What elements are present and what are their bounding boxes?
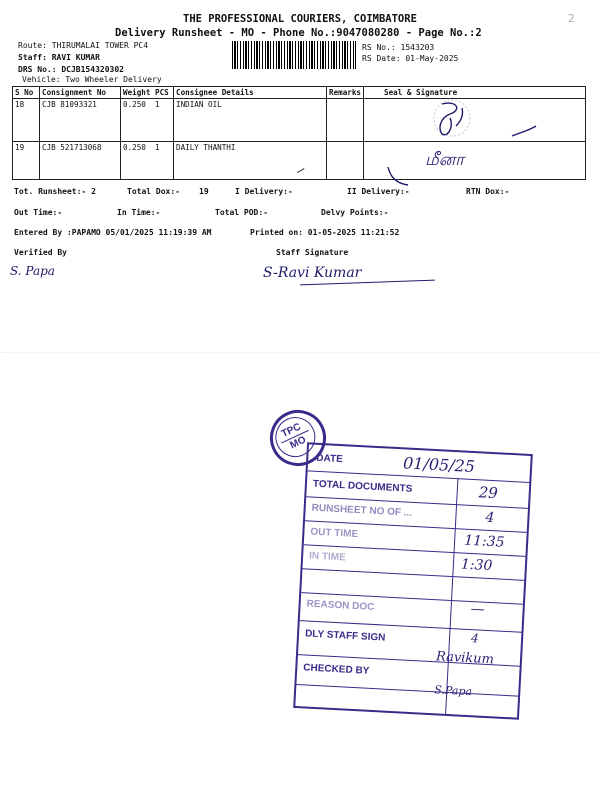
printed-on: Printed on: 01-05-2025 11:21:52 bbox=[250, 228, 400, 237]
rs-no: RS No.: 1543203 bbox=[362, 43, 435, 52]
stamp-reason-label: REASON DOC bbox=[306, 598, 375, 614]
total-dox-value: 19 bbox=[199, 187, 209, 196]
stamp-runsheet-value: 4 bbox=[484, 509, 495, 527]
col-sno: S No bbox=[13, 87, 40, 99]
col-weight: Weight bbox=[121, 87, 154, 99]
company-title: THE PROFESSIONAL COURIERS, COIMBATORE bbox=[183, 13, 417, 25]
delivery-box-stamp bbox=[293, 442, 533, 719]
vehicle-line: Vehicle: Two Wheeler Delivery bbox=[22, 75, 162, 84]
stamp-date-label: DATE bbox=[316, 452, 344, 466]
barcode bbox=[232, 41, 356, 69]
total-dox-label: Total Dox:- bbox=[127, 187, 180, 196]
table-row bbox=[13, 142, 586, 180]
row-consignee: DAILY THANTHI bbox=[174, 142, 327, 180]
row-pcs: 1 bbox=[153, 142, 174, 180]
page-divider bbox=[0, 352, 600, 353]
row-sno: 19 bbox=[13, 142, 40, 180]
staff-signature: S-Ravi Kumar bbox=[263, 265, 362, 281]
stamp-in-time-label: IN TIME bbox=[308, 550, 347, 564]
stamp-total-docs-label: TOTAL DOCUMENTS bbox=[312, 478, 413, 495]
row-consignee: INDIAN OIL bbox=[174, 99, 327, 142]
row-remarks bbox=[327, 99, 364, 142]
delvy-points: Delvy Points:- bbox=[321, 208, 389, 217]
row-sno: 18 bbox=[13, 99, 40, 142]
staff-signature-label: Staff Signature bbox=[276, 248, 349, 257]
stamp-out-time-label: OUT TIME bbox=[310, 526, 359, 541]
stamp-reason-value: — bbox=[470, 601, 486, 618]
col-consignee: Consignee Details bbox=[174, 87, 327, 99]
stamp-dly-staff-value: 4 bbox=[470, 631, 480, 646]
stamp-dly-staff-label: DLY STAFF SIGN bbox=[304, 628, 386, 644]
ii-delivery: II Delivery:- bbox=[347, 187, 410, 196]
row-weight: 0.250 bbox=[121, 99, 154, 142]
verified-signature: S. Papa bbox=[10, 264, 55, 278]
i-delivery: I Delivery:- bbox=[235, 187, 293, 196]
stamp-out-time-value: 11:35 bbox=[463, 532, 505, 551]
row19-signature: மீனா bbox=[425, 150, 465, 170]
col-consignment: Consignment No bbox=[40, 87, 121, 99]
stamp-checked-by-value: S.Papa bbox=[433, 683, 473, 699]
page-mark: 2 bbox=[568, 12, 575, 25]
in-time: In Time:- bbox=[117, 208, 161, 217]
runsheet-subtitle: Delivery Runsheet - MO - Phone No.:9047080280 - Page No.:2 bbox=[115, 27, 482, 39]
col-pcs: PCS bbox=[153, 87, 174, 99]
stamp-total-docs-value: 29 bbox=[478, 483, 499, 503]
row18-signature bbox=[412, 96, 542, 142]
stamp-mo: MO bbox=[288, 434, 308, 452]
stamp-in-time-value: 1:30 bbox=[460, 556, 493, 575]
row-consignment: CJB 81093321 bbox=[40, 99, 121, 142]
stamp-tpc: TPC bbox=[279, 421, 303, 440]
tot-runsheet: Tot. Runsheet:- 2 bbox=[14, 187, 96, 196]
staff-line: Staff: RAVI KUMAR bbox=[18, 53, 100, 62]
stamp-date-value: 01/05/25 bbox=[402, 453, 476, 477]
rs-date: RS Date: 01-May-2025 bbox=[362, 54, 459, 63]
row-remarks bbox=[327, 142, 364, 180]
out-time: Out Time:- bbox=[14, 208, 63, 217]
row-consignment: CJB 521713068 bbox=[40, 142, 121, 180]
row-weight: 0.250 bbox=[121, 142, 154, 180]
stamp-runsheet-label: RUNSHEET NO OF ... bbox=[311, 502, 413, 519]
rtn-dox: RTN Dox:- bbox=[466, 187, 510, 196]
route-line: Route: THIRUMALAI TOWER PC4 bbox=[18, 41, 149, 50]
row19-scribble bbox=[384, 165, 414, 189]
stamp-dly-staff-sign: Ravikum bbox=[435, 649, 495, 668]
drs-line: DRS No.: DCJB154320302 bbox=[18, 65, 124, 74]
col-seal: Seal & Signature bbox=[364, 87, 586, 99]
verified-by-label: Verified By bbox=[14, 248, 67, 257]
row-pcs: 1 bbox=[153, 99, 174, 142]
entered-by: Entered By :PAPAMO 05/01/2025 11:19:39 AM bbox=[14, 228, 212, 237]
total-pod: Total POD:- bbox=[215, 208, 268, 217]
stamp-checked-by-label: CHECKED BY bbox=[303, 662, 370, 677]
col-remarks: Remarks bbox=[327, 87, 364, 99]
